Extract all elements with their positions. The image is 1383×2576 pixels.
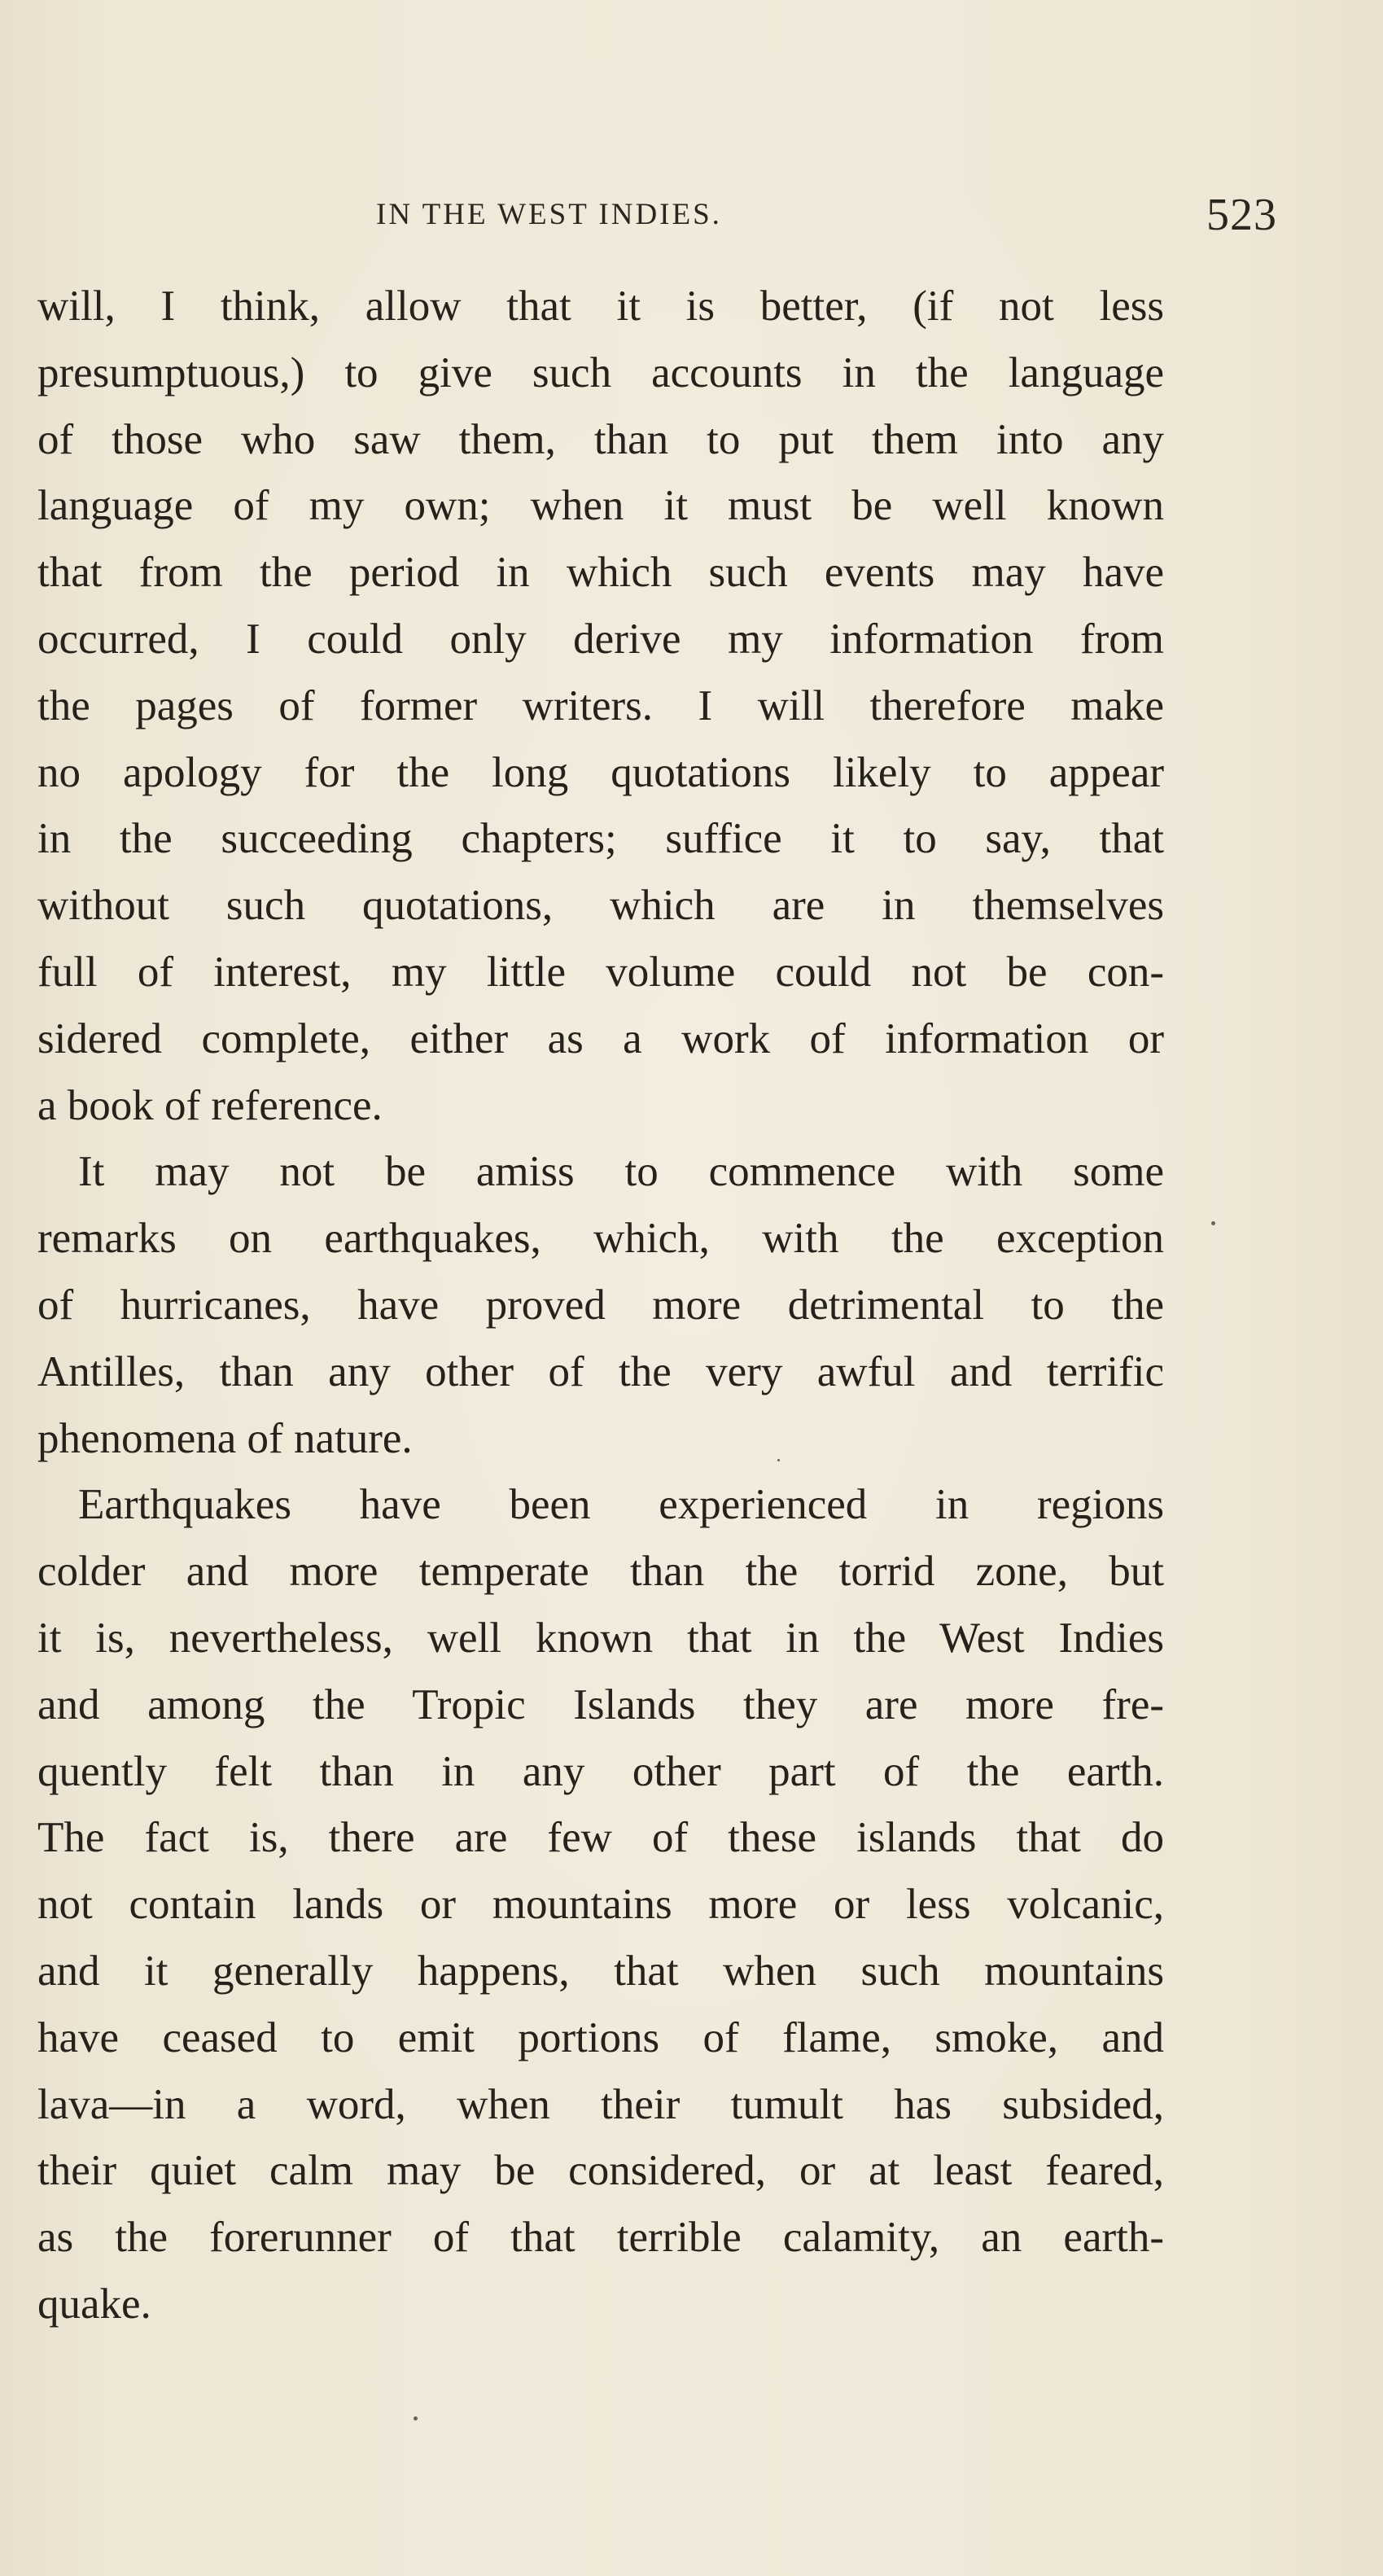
text-line: remarks on earthquakes, which, with the exception xyxy=(37,1215,1164,1263)
paper-speck xyxy=(414,2416,418,2420)
text-line: occurred, I could only derive my information from xyxy=(37,615,1164,663)
running-head: IN THE WEST INDIES. xyxy=(376,198,722,231)
text-line: the pages of former writers. I will therefore make xyxy=(37,681,1164,729)
paper-speck xyxy=(777,1459,780,1461)
text-line: The fact is, there are few of these islands that do xyxy=(37,1814,1164,1862)
text-line: will, I think, allow that it is better, (if not less xyxy=(37,283,1164,330)
text-line: lava—in a word, when their tumult has subsided, xyxy=(37,2080,1164,2128)
text-line: phenomena of nature. xyxy=(37,1414,413,1462)
text-line: sidered complete, either as a work of information or xyxy=(37,1014,1164,1062)
text-line: it is, nevertheless, well known that in the West Indies xyxy=(37,1614,1164,1662)
text-line: quake. xyxy=(37,2280,151,2328)
text-line: and among the Tropic Islands they are more fre- xyxy=(37,1680,1164,1728)
text-line: language of my own; when it must be well known xyxy=(37,482,1164,530)
text-line: colder and more temperate than the torrid zone, but xyxy=(37,1548,1164,1596)
text-line: as the forerunner of that terrible calamity, an earth- xyxy=(37,2214,1164,2262)
text-line: presumptuous,) to give such accounts in the language xyxy=(37,348,1164,396)
text-line: It may not be amiss to commence with some xyxy=(78,1148,1164,1196)
body-text xyxy=(37,274,1164,2338)
text-line: a book of reference. xyxy=(37,1081,383,1129)
text-line: no apology for the long quotations likely to appear xyxy=(37,748,1164,796)
text-line: Antilles, than any other of the very awful and terrific xyxy=(37,1347,1164,1395)
page-header xyxy=(37,189,1277,254)
text-line: of those who saw them, than to put them into any xyxy=(37,415,1164,463)
text-line: and it generally happens, that when such mountains xyxy=(37,1947,1164,1995)
text-line: not contain lands or mountains more or less volcanic, xyxy=(37,1881,1164,1929)
text-line: in the succeeding chapters; suffice it to say, that xyxy=(37,815,1164,863)
text-line: Earthquakes have been experienced in regions xyxy=(78,1481,1164,1529)
text-line: without such quotations, which are in themselves xyxy=(37,882,1164,930)
paper-speck xyxy=(1211,1221,1215,1225)
text-line: full of interest, my little volume could not be con- xyxy=(37,948,1164,996)
page-number: 523 xyxy=(1206,190,1277,240)
text-line: have ceased to emit portions of flame, smoke, and xyxy=(37,2013,1164,2061)
text-line: quently felt than in any other part of the earth. xyxy=(37,1747,1164,1795)
text-line: of hurricanes, have proved more detrimental to the xyxy=(37,1281,1164,1329)
text-line: that from the period in which such events may have xyxy=(37,549,1164,597)
text-line: their quiet calm may be considered, or at least feared, xyxy=(37,2147,1164,2195)
